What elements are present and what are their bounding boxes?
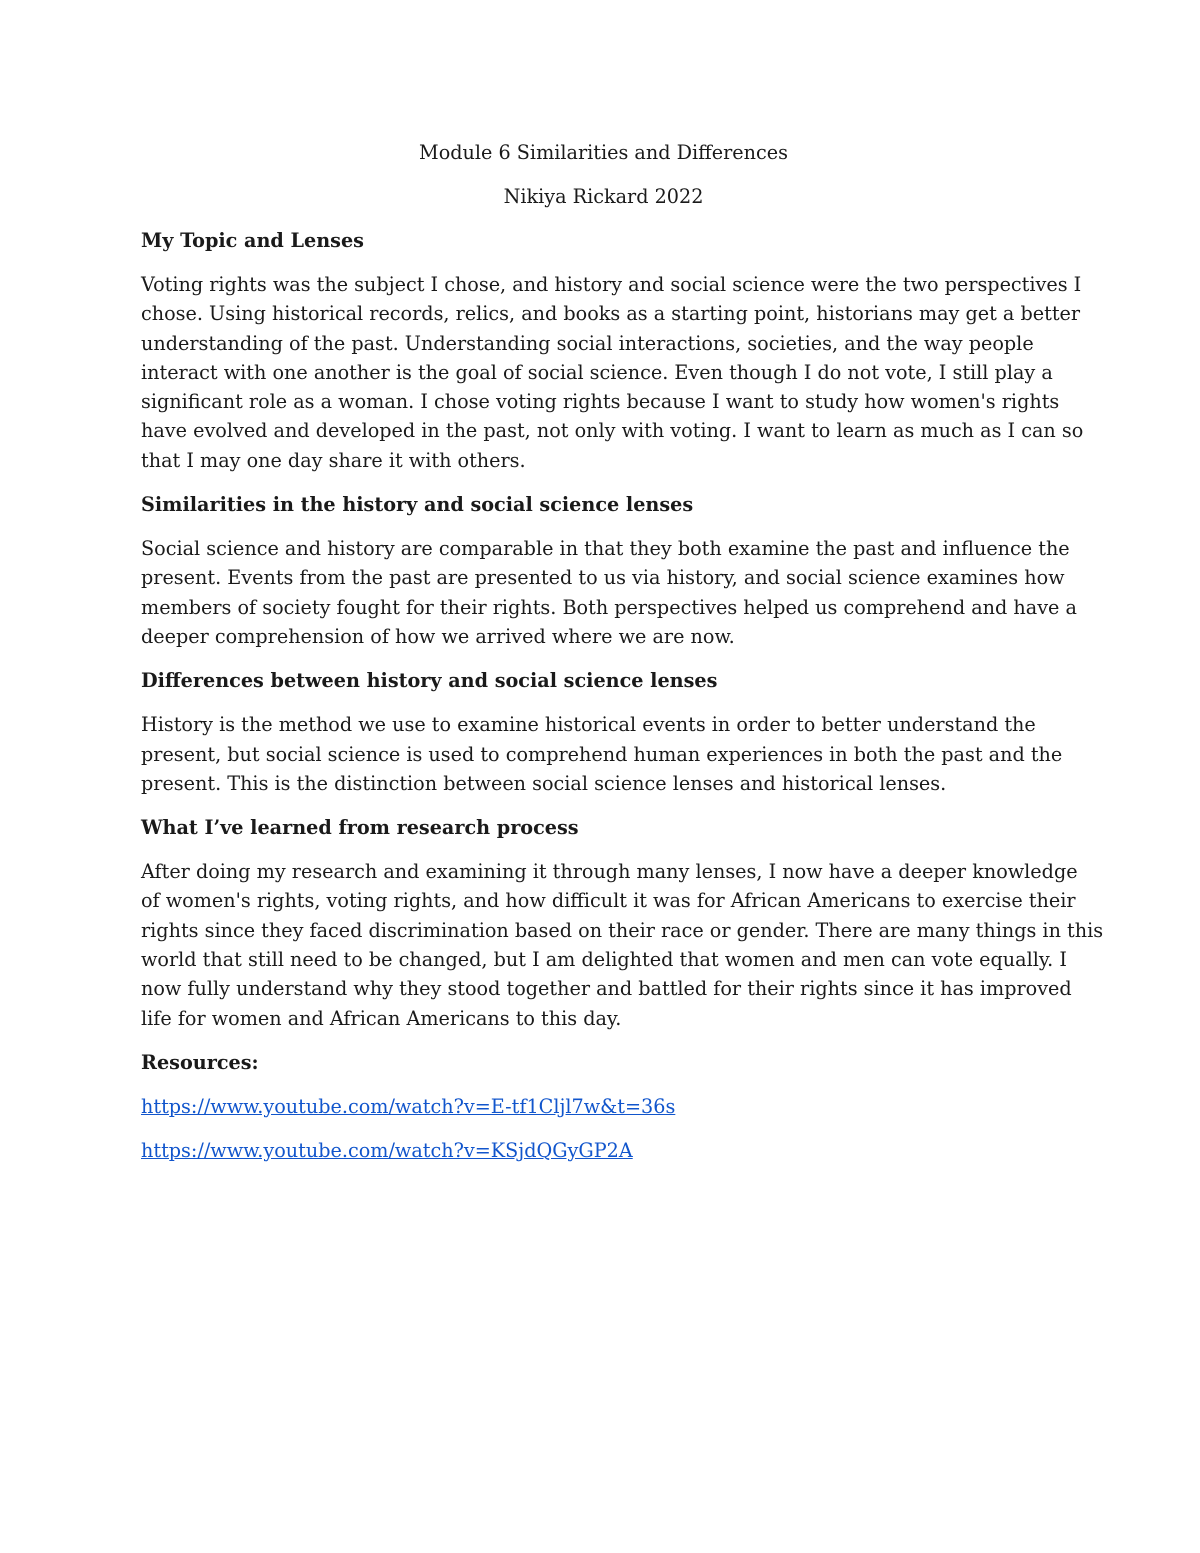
- paragraph-line: that I may one day share it with others.: [141, 448, 526, 472]
- paragraph-research-process: [141, 857, 1104, 1033]
- paragraph-line: present. This is the distinction between social science lenses and historical lenses.: [141, 771, 947, 795]
- paragraph-line: chose. Using historical records, relics, and books as a starting point, historians may get a better: [141, 302, 1081, 326]
- paragraph-line: now fully understand why they stood together and battled for their rights since it has improved: [141, 977, 1072, 1001]
- section-heading-research-process: What I’ve learned from research process: [141, 816, 579, 840]
- author-line: Nikiya Rickard 2022: [503, 185, 704, 208]
- paragraph-line: significant role as a woman. I chose voting rights because I want to study how women's rights: [141, 390, 1060, 414]
- paragraph-line: History is the method we use to examine historical events in order to better understand the: [141, 713, 1036, 737]
- document-body: [141, 138, 1104, 1180]
- paragraph-line: understanding of the past. Understanding social interactions, societies, and the way people: [141, 331, 1034, 355]
- resource-link-2[interactable]: https://www.youtube.com/watch?v=KSjdQGyGP2A: [141, 1138, 633, 1162]
- paragraph-line: interact with one another is the goal of social science. Even though I do not vote, I still play a: [141, 360, 1053, 384]
- section-heading-topic-and-lenses: My Topic and Lenses: [141, 229, 364, 252]
- section-heading-differences: Differences between history and social science lenses: [141, 669, 718, 693]
- paragraph-line: world that still need to be changed, but I am delighted that women and men can vote equally. I: [141, 948, 1067, 972]
- resource-link-1[interactable]: https://www.youtube.com/watch?v=E-tf1Cljl7w&t=36s: [141, 1094, 676, 1118]
- resources-heading: Resources:: [141, 1050, 259, 1074]
- paragraph-line: rights since they faced discrimination based on their race or gender. There are many things in this: [141, 918, 1104, 942]
- paragraph-differences: [141, 710, 1066, 798]
- paragraph-line: deeper comprehension of how we arrived where we are now.: [141, 624, 735, 648]
- paragraph-line: of women's rights, voting rights, and how difficult it was for African Americans to exercise their: [141, 889, 1076, 913]
- paragraph-line: have evolved and developed in the past, not only with voting. I want to learn as much as I can so: [141, 419, 1084, 443]
- paragraph-similarities: [141, 534, 1077, 651]
- paragraph-line: After doing my research and examining it through many lenses, I now have a deeper knowledge: [141, 860, 1078, 884]
- paragraph-topic-and-lenses: [141, 270, 1084, 475]
- paragraph-line: present. Events from the past are presented to us via history, and social science examines how: [141, 566, 1065, 590]
- paragraph-line: present, but social science is used to comprehend human experiences in both the past and the: [141, 742, 1063, 766]
- paragraph-line: members of society fought for their rights. Both perspectives helped us comprehend and have a: [141, 595, 1077, 619]
- paragraph-line: Voting rights was the subject I chose, and history and social science were the two perspectives I: [141, 273, 1082, 296]
- section-heading-similarities: Similarities in the history and social science lenses: [141, 493, 694, 517]
- paragraph-line: Social science and history are comparable in that they both examine the past and influence the: [141, 537, 1070, 561]
- document-title: Module 6 Similarities and Differences: [419, 141, 788, 164]
- paragraph-line: life for women and African Americans to this day.: [141, 1006, 622, 1030]
